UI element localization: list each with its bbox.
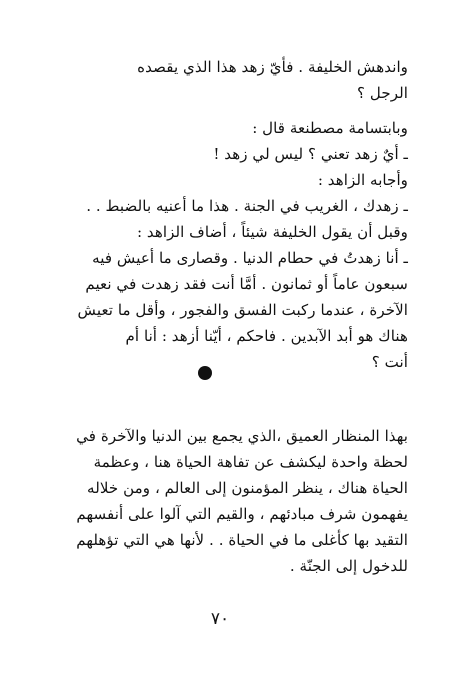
text-line: ـ أنا زهدتُ في حطام الدنيا . وقصارى ما أعيش فيه [92,249,408,267]
text-line: وبابتسامة مصطنعة قال : [252,119,408,137]
text-line: الحياة هناك ، ينظر المؤمنون إلى العالم ، ومن خلاله [87,479,408,497]
text-line: بهذا المنظار العميق ،الذي يجمع بين الدنيا والآخرة في [76,427,408,445]
text-line: لحظة واحدة ليكشف عن تفاهة الحياة هنا ، وعظمة [93,453,408,471]
text-line: ـ أيٌ زهد تعني ؟ ليس لي زهد ! [213,145,408,163]
text-line: يفهمون شرف مبادئهم ، والقيم التي آلوا على أنفسهم [76,505,408,523]
page-number: ٧٠ [210,609,230,629]
text-line: هناك هو أبد الآبدين . فاحكم ، أيّنا أزهد : أنا أم [125,327,408,345]
text-line: ـ زهدك ، الغريب في الجنة . هذا ما أعنيه بالضبط . . [86,197,408,215]
text-line: أنت ؟ [371,353,408,371]
text-line: وأجابه الزاهد : [317,171,408,189]
text-line: وقبل أن يقول الخليفة شيئاً ، أضاف الزاهد : [136,223,408,241]
opening-paragraph [44,54,408,106]
paragraph-gap [44,106,408,115]
text-line: للدخول إلى الجنّة . [289,557,408,575]
closing-paragraph [44,423,408,579]
text-line: الآخرة ، عندما ركبت الفسق والفجور ، وأقل ما تعيش [77,301,408,319]
page-body [44,54,408,375]
section-separator-dot [198,366,212,380]
dialog-block [44,115,408,375]
text-line: الرجل ؟ [356,84,408,102]
text-line: التقيد بها كأغلى ما في الحياة . . لأنها هي التي تؤهلهم [76,531,408,549]
text-line: سبعون عاماً أو ثمانون . أمَّا أنت فقد زهدت في نعيم [85,275,408,293]
text-line: واندهش الخليفة . فأيّ زهد هذا الذي يقصده [137,58,408,76]
